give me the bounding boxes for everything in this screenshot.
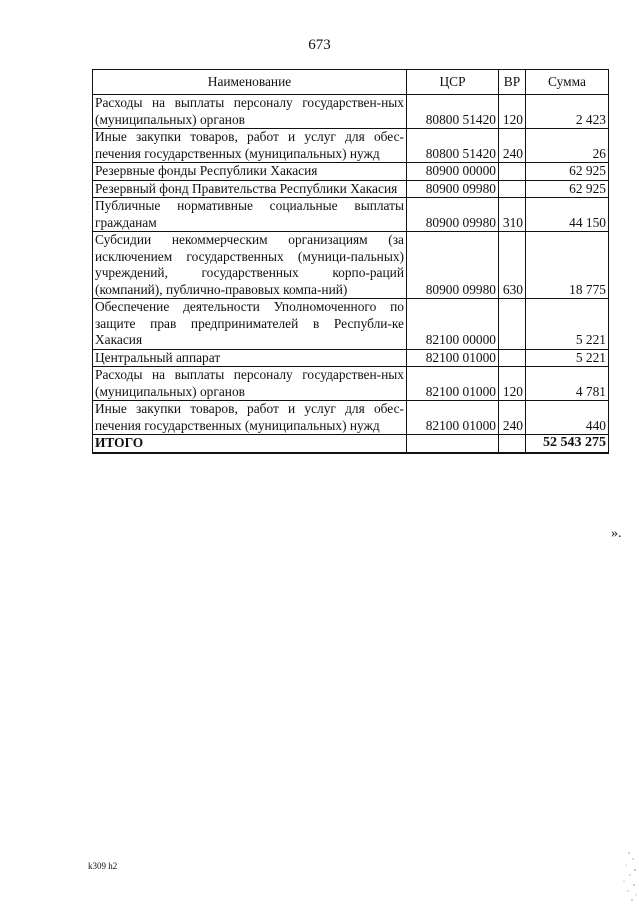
row-vr: 240 <box>499 401 526 435</box>
row-vr <box>499 299 526 350</box>
total-csr <box>407 435 499 453</box>
header-vr: ВР <box>499 70 526 95</box>
table-row <box>93 367 609 401</box>
row-name: Иные закупки товаров, работ и услуг для обес-печения государственных (муниципальных) нужд <box>93 401 407 435</box>
total-label: ИТОГО <box>93 435 407 453</box>
page-number: 673 <box>308 37 331 53</box>
header-name: Наименование <box>93 70 407 95</box>
row-csr: 80800 51420 <box>407 95 499 129</box>
row-vr: 310 <box>499 198 526 232</box>
row-name: Резервные фонды Республики Хакасия <box>93 163 407 181</box>
table-row <box>93 232 609 299</box>
table-row <box>93 180 609 198</box>
row-vr <box>499 349 526 367</box>
total-sum: 52 543 275 <box>526 435 609 453</box>
row-name: Центральный аппарат <box>93 349 407 367</box>
row-name: Резервный фонд Правительства Республики Хакасия <box>93 180 407 198</box>
row-name: Обеспечение деятельности Уполномоченного по защите прав предпринимателей в Республи-ке Хакасия <box>93 299 407 350</box>
row-sum: 62 925 <box>526 180 609 198</box>
row-name: Публичные нормативные социальные выплаты гражданам <box>93 198 407 232</box>
row-csr: 82100 01000 <box>407 367 499 401</box>
row-sum: 18 775 <box>526 232 609 299</box>
row-sum: 440 <box>526 401 609 435</box>
row-sum: 5 221 <box>526 299 609 350</box>
row-csr: 82100 00000 <box>407 299 499 350</box>
row-sum: 44 150 <box>526 198 609 232</box>
header-csr: ЦСР <box>407 70 499 95</box>
total-row <box>93 435 609 453</box>
row-csr: 80800 51420 <box>407 129 499 163</box>
table-row <box>93 349 609 367</box>
row-csr: 80900 09980 <box>407 198 499 232</box>
row-name: Субсидии некоммерческим организациям (за исключением государственных (муници-пальных) учреждений, государственных корпо-раций (компаний), публично-правовых компа-ний) <box>93 232 407 299</box>
budget-table <box>92 69 609 454</box>
total-vr <box>499 435 526 453</box>
row-csr: 82100 01000 <box>407 349 499 367</box>
row-vr <box>499 163 526 181</box>
row-csr: 80900 09980 <box>407 180 499 198</box>
table-row <box>93 299 609 350</box>
row-vr: 630 <box>499 232 526 299</box>
row-vr: 120 <box>499 367 526 401</box>
footer-code: k309 h2 <box>88 861 118 871</box>
row-vr: 240 <box>499 129 526 163</box>
table-header-row <box>93 70 609 95</box>
row-sum: 4 781 <box>526 367 609 401</box>
row-sum: 62 925 <box>526 163 609 181</box>
table-row <box>93 198 609 232</box>
row-csr: 82100 01000 <box>407 401 499 435</box>
row-sum: 5 221 <box>526 349 609 367</box>
row-name: Расходы на выплаты персоналу государствен-ных (муниципальных) органов <box>93 367 407 401</box>
table-row <box>93 401 609 435</box>
row-csr: 80900 00000 <box>407 163 499 181</box>
row-vr <box>499 180 526 198</box>
table-row <box>93 163 609 181</box>
row-name: Иные закупки товаров, работ и услуг для обес-печения государственных (муниципальных) нужд <box>93 129 407 163</box>
closing-quote-mark: ». <box>611 526 622 541</box>
scan-noise-decoration <box>599 845 639 905</box>
row-name: Расходы на выплаты персоналу государствен-ных (муниципальных) органов <box>93 95 407 129</box>
row-sum: 2 423 <box>526 95 609 129</box>
header-sum: Сумма <box>526 70 609 95</box>
table-row <box>93 95 609 129</box>
row-sum: 26 <box>526 129 609 163</box>
row-vr: 120 <box>499 95 526 129</box>
table-row <box>93 129 609 163</box>
row-csr: 80900 09980 <box>407 232 499 299</box>
